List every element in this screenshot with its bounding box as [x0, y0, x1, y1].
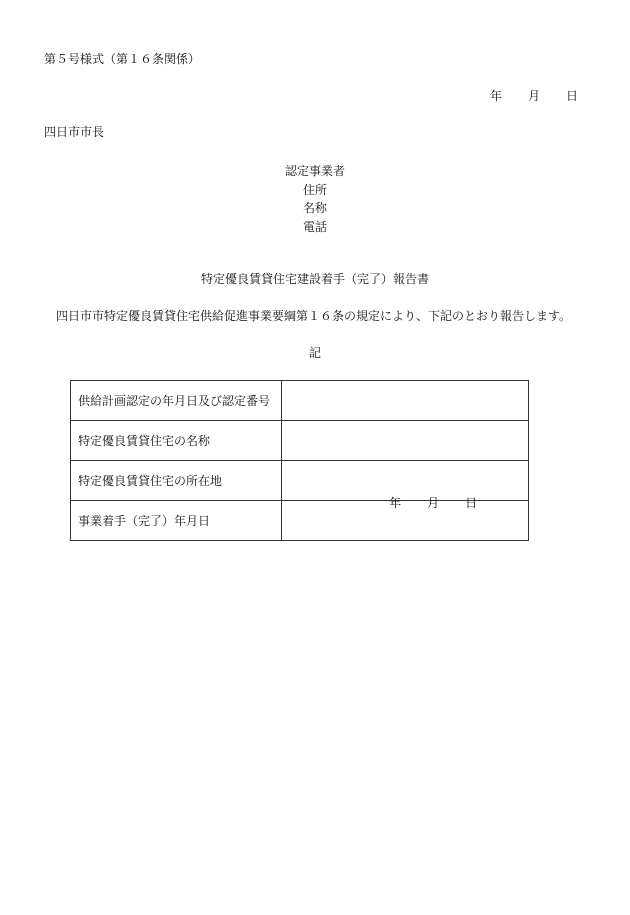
- form-number: 第５号様式（第１６条関係）: [44, 52, 201, 66]
- row-label: 事業着手（完了）年月日: [71, 501, 282, 541]
- addressee: 四日市市長: [44, 125, 105, 139]
- table-row: [71, 461, 529, 501]
- applicant-name-label: 名称: [302, 201, 327, 216]
- table-row: [71, 421, 529, 461]
- date-month-label: 月: [427, 496, 440, 510]
- date-month-label: 月: [528, 89, 541, 103]
- certification-date-number-field[interactable]: [282, 381, 529, 421]
- applicant-title: 認定事業者: [284, 164, 345, 178]
- date-day-label: 日: [566, 89, 579, 103]
- document-body: 四日市市特定優良賃貸住宅供給促進事業要綱第１６条の規定により、下記のとおり報告します。: [56, 309, 572, 323]
- date-cell: [282, 496, 528, 540]
- housing-location-field[interactable]: [282, 461, 529, 501]
- applicant-block: [0, 162, 630, 237]
- report-table: [70, 380, 529, 541]
- date-day-label: 日: [465, 496, 478, 510]
- table-row: [71, 381, 529, 421]
- submission-date: [490, 89, 578, 103]
- applicant-phone-label: 電話: [302, 220, 327, 235]
- table-row: [71, 501, 529, 541]
- applicant-address-label: 住所: [302, 182, 327, 197]
- commencement-date-field[interactable]: [282, 496, 529, 541]
- row-label: 供給計画認定の年月日及び認定番号: [71, 381, 282, 421]
- date-year-label: 年: [389, 496, 402, 510]
- row-label: 特定優良賃貸住宅の所在地: [71, 461, 282, 501]
- document-title: 特定優良賃貸住宅建設着手（完了）報告書: [200, 272, 429, 286]
- ki-heading: 記: [308, 346, 321, 360]
- row-label: 特定優良賃貸住宅の名称: [71, 421, 282, 461]
- date-year-label: 年: [490, 89, 503, 103]
- housing-name-field[interactable]: [282, 421, 529, 461]
